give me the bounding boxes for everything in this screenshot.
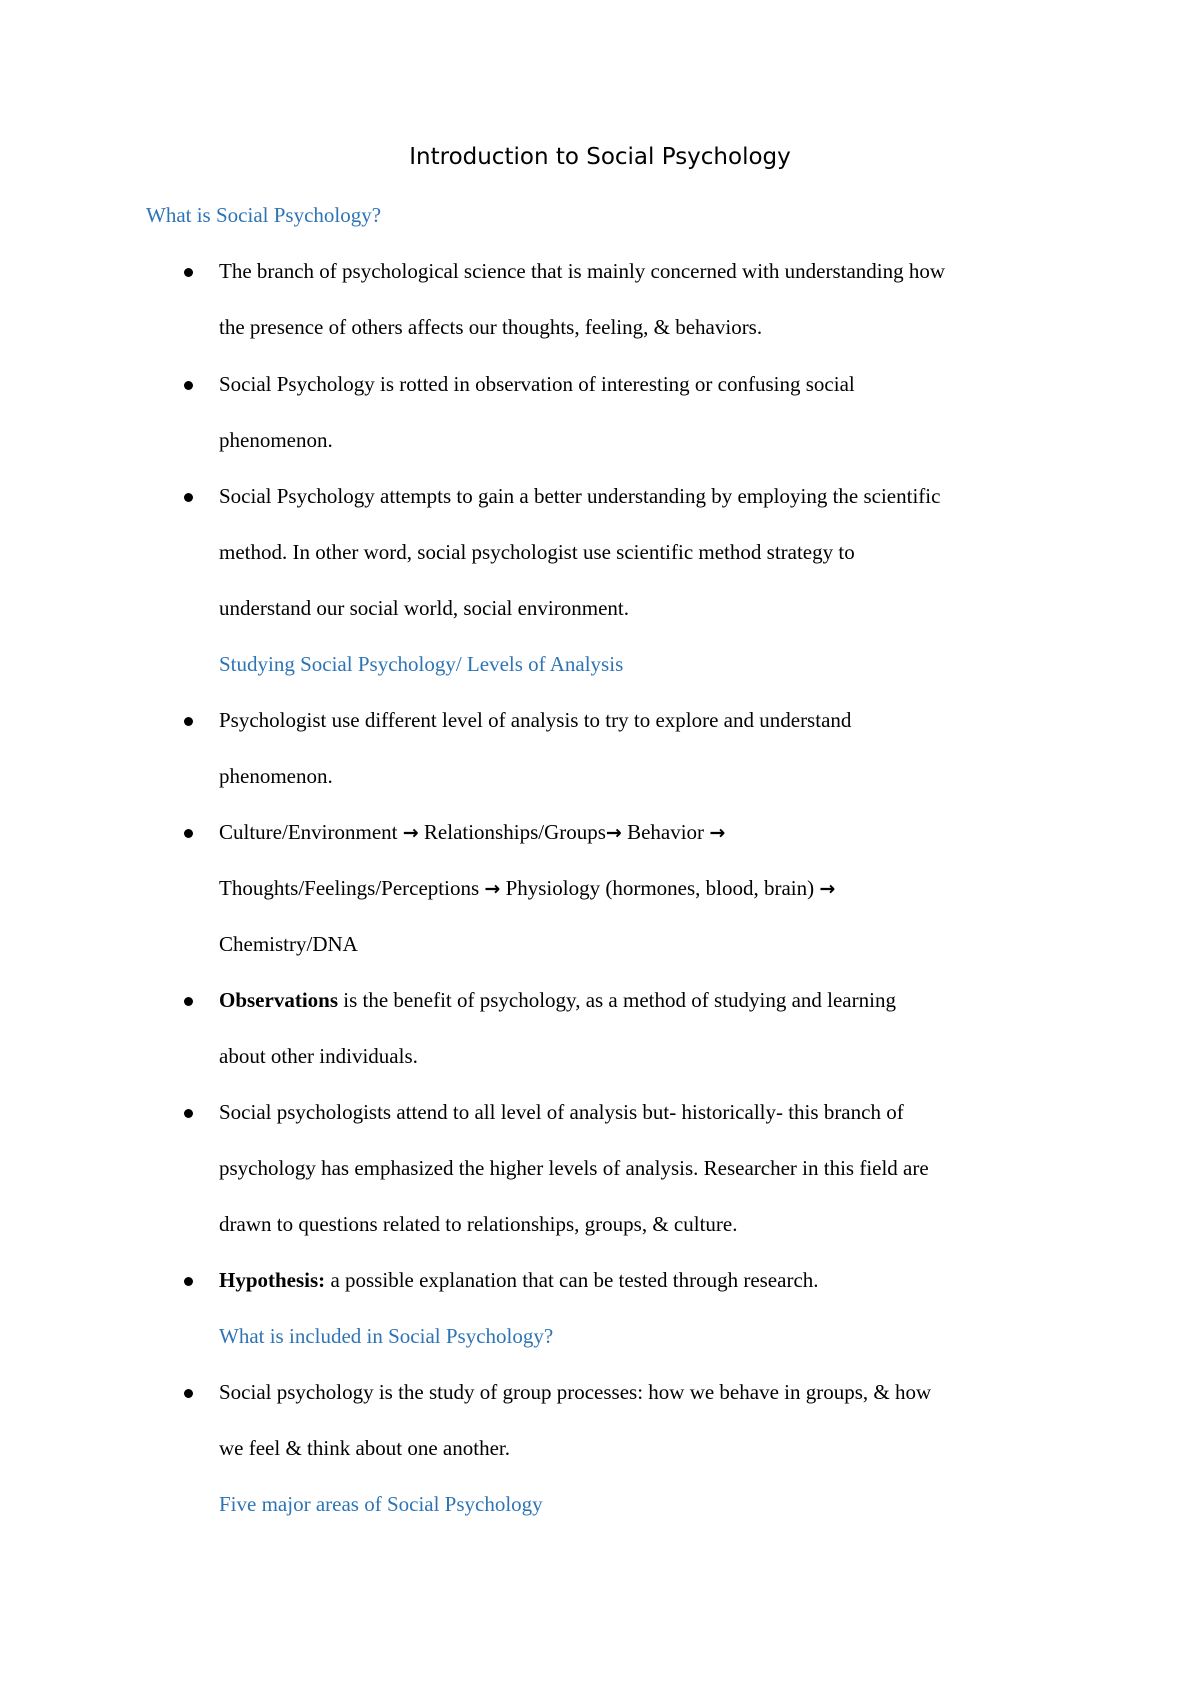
section-heading-what-is: What is Social Psychology? [146, 203, 382, 227]
bullet-5-line-3: Chemistry/DNA [219, 932, 358, 956]
bullet-1-line-2: the presence of others affects our thoughts, feeling, & behaviors. [219, 315, 763, 339]
bullet-8-text: a possible explanation that can be tested through research. [325, 1268, 819, 1292]
bullet-marker [184, 1389, 193, 1398]
section-heading-levels-of-analysis: Studying Social Psychology/ Levels of Analysis [219, 652, 624, 676]
bullet-marker [184, 1277, 193, 1286]
bullet-marker [184, 829, 193, 838]
bullet-8-line-1 [219, 1265, 819, 1295]
bullet-9-line-2: we feel & think about one another. [219, 1436, 510, 1460]
level-thoughts: Thoughts/Feelings/Perceptions [219, 876, 485, 900]
right-arrow-icon: → [709, 822, 726, 844]
bullet-5-line-1 [219, 817, 725, 848]
section-heading-five-areas: Five major areas of Social Psychology [219, 1492, 543, 1516]
level-physiology: Physiology (hormones, blood, brain) [500, 876, 820, 900]
bullet-6-text: is the benefit of psychology, as a method of studying and learning [338, 988, 896, 1012]
bullet-7-line-2: psychology has emphasized the higher levels of analysis. Researcher in this field are [219, 1156, 929, 1180]
section-heading-included: What is included in Social Psychology? [219, 1324, 554, 1348]
bullet-marker [184, 381, 193, 390]
bullet-2-line-2: phenomenon. [219, 428, 333, 452]
bullet-3-line-2: method. In other word, social psychologist use scientific method strategy to [219, 540, 855, 564]
bullet-marker [184, 717, 193, 726]
level-relationships: Relationships/Groups [418, 820, 606, 844]
bullet-7-line-3: drawn to questions related to relationships, groups, & culture. [219, 1212, 738, 1236]
bullet-5-line-2 [219, 873, 835, 904]
right-arrow-icon: → [605, 822, 622, 844]
right-arrow-icon: → [402, 822, 419, 844]
bullet-2-line-1: Social Psychology is rotted in observation of interesting or confusing social [219, 372, 855, 396]
bullet-7-line-1: Social psychologists attend to all level of analysis but- historically- this branch of [219, 1100, 904, 1124]
term-hypothesis: Hypothesis: [219, 1268, 326, 1292]
right-arrow-icon: → [484, 878, 501, 900]
bullet-marker [184, 493, 193, 502]
bullet-marker [184, 997, 193, 1006]
bullet-marker [184, 268, 193, 277]
level-culture: Culture/Environment [219, 820, 403, 844]
document-title: Introduction to Social Psychology [409, 144, 791, 170]
bullet-4-line-2: phenomenon. [219, 764, 333, 788]
right-arrow-icon: → [819, 878, 836, 900]
bullet-6-line-1 [219, 985, 896, 1015]
bullet-marker [184, 1109, 193, 1118]
bullet-4-line-1: Psychologist use different level of analysis to try to explore and understand [219, 708, 852, 732]
bullet-6-line-2: about other individuals. [219, 1044, 418, 1068]
term-observations: Observations [219, 988, 339, 1012]
bullet-3-line-1: Social Psychology attempts to gain a better understanding by employing the scientific [219, 484, 941, 508]
level-behavior: Behavior [621, 820, 710, 844]
bullet-9-line-1: Social psychology is the study of group processes: how we behave in groups, & how [219, 1380, 932, 1404]
bullet-1-line-1: The branch of psychological science that is mainly concerned with understanding how [219, 259, 946, 283]
bullet-3-line-3: understand our social world, social environment. [219, 596, 629, 620]
